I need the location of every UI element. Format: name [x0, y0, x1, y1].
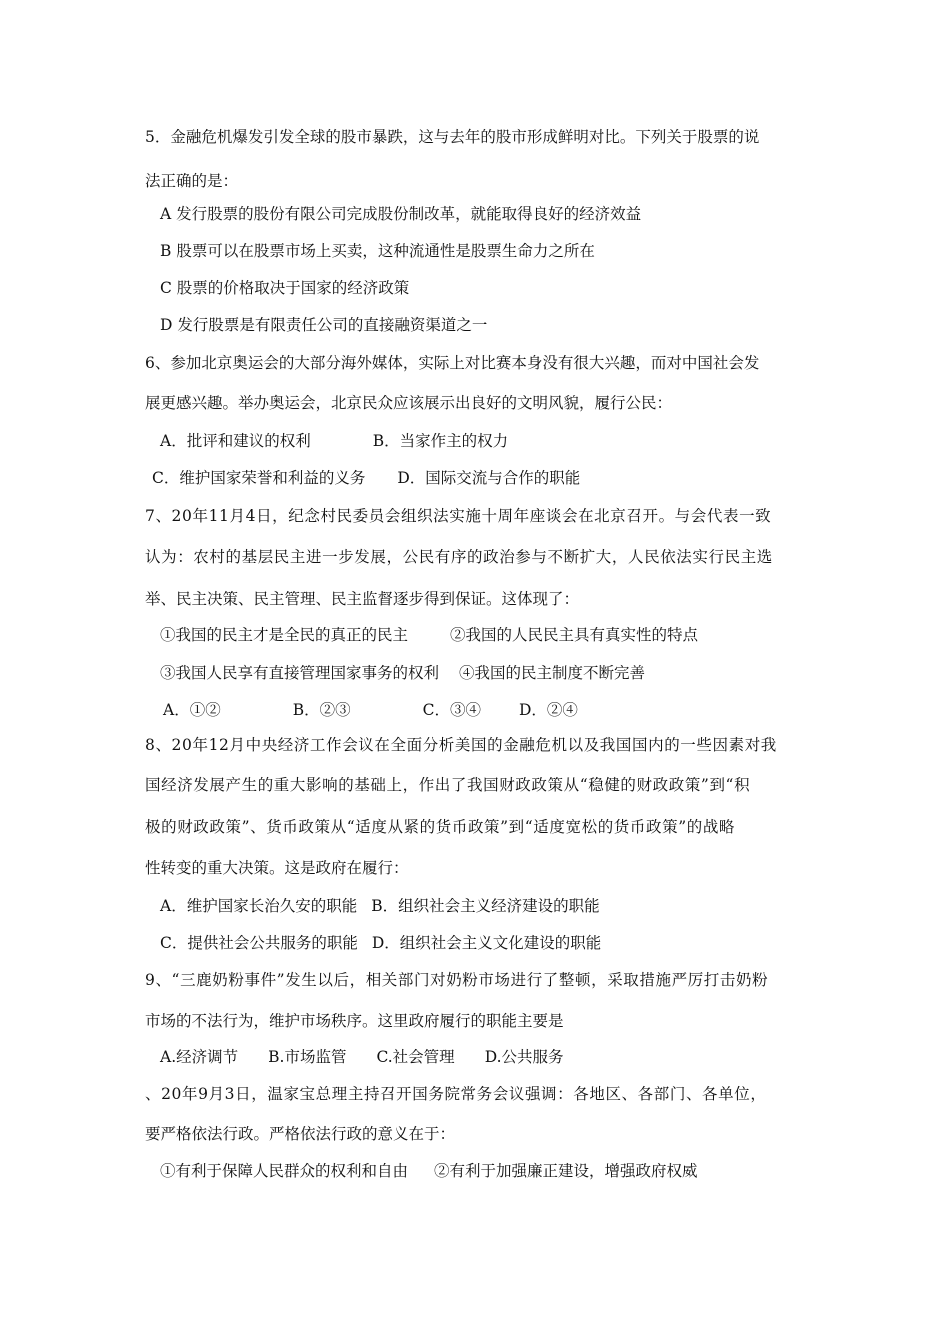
question-10-stem-line-2: 要严格依法行政。严格依法行政的意义在于：: [145, 1125, 456, 1143]
question-8-options-row-2: [0, 933, 950, 953]
question-9-option-c: C.社会管理: [376, 1048, 455, 1066]
question-7-statement-4: ④我国的民主制度不断完善: [459, 664, 646, 682]
question-10-statement-2: ②有利于加强廉正建设，增强政府权威: [434, 1162, 698, 1180]
question-5-option-c: C 股票的价格取决于国家的经济政策: [160, 279, 410, 297]
question-5-stem-line-2: 法正确的是：: [145, 172, 239, 190]
question-5-option-a: A 发行股票的股份有限公司完成股份制改革，就能取得良好的经济效益: [160, 205, 642, 223]
question-9-option-a: A.经济调节: [160, 1048, 239, 1066]
question-6-option-b: B．当家作主的权力: [372, 432, 509, 450]
question-7-statement-1: ①我国的民主才是全民的真正的民主: [160, 626, 409, 644]
question-6-stem-line-1: 6、参加北京奥运会的大部分海外媒体，实际上对比赛本身没有很大兴趣，而对中国社会发: [145, 354, 760, 372]
question-9-options-row: [0, 1047, 950, 1067]
question-5-option-d: D 发行股票是有限责任公司的直接融资渠道之一: [160, 316, 488, 334]
question-7-stem-line-2: 认为：农村的基层民主进一步发展，公民有序的政治参与不断扩大，人民依法实行民主选: [145, 548, 773, 566]
question-6-stem-line-2: 展更感兴趣。举办奥运会，北京民众应该展示出良好的文明风貌，履行公民：: [145, 394, 673, 412]
question-6-option-a: A．批评和建议的权利: [160, 432, 311, 450]
question-7-options-row: [0, 700, 950, 720]
question-8-option-a: A．维护国家长治久安的职能: [160, 897, 358, 915]
question-7-option-a: A．①②: [163, 701, 221, 719]
question-6-option-d: D．国际交流与合作的职能: [397, 469, 581, 487]
question-5-stem-line-1: 5．金融危机爆发引发全球的股市暴跌，这与去年的股市形成鲜明对比。下列关于股票的说: [145, 128, 760, 146]
question-10-stem-line-1: 、20年9月3日，温家宝总理主持召开国务院常务会议强调：各地区、各部门、各单位，: [145, 1085, 767, 1103]
question-10-statements-row-1: [0, 1161, 950, 1181]
question-7-stem-line-3: 举、民主决策、民主管理、民主监督逐步得到保证。这体现了：: [145, 590, 580, 608]
question-7-statement-3: ③我国人民享有直接管理国家事务的权利: [160, 664, 440, 682]
question-8-option-b: B．组织社会主义经济建设的职能: [371, 897, 600, 915]
question-6-options-row-1: [0, 431, 950, 451]
question-5-option-b: B 股票可以在股票市场上买卖，这种流通性是股票生命力之所在: [160, 242, 595, 260]
question-8-stem-line-3: 极的财政政策”、货币政策从“适度从紧的货币政策”到“适度宽松的货币政策”的战略: [145, 818, 736, 836]
question-6-option-c: C．维护国家荣誉和利益的义务: [152, 469, 366, 487]
question-10-statement-1: ①有利于保障人民群众的权利和自由: [160, 1162, 409, 1180]
question-7-stem-line-1: 7、20年11月4日，纪念村民委员会组织法实施十周年座谈会在北京召开。与会代表一致: [145, 507, 772, 525]
question-8-stem-line-4: 性转变的重大决策。这是政府在履行：: [145, 859, 409, 877]
question-8-stem-line-2: 国经济发展产生的重大影响的基础上，作出了我国财政政策从“稳健的财政政策”到“积: [145, 776, 751, 794]
question-9-option-d: D.公共服务: [484, 1048, 564, 1066]
question-8-stem-line-1: 8、20年12月中央经济工作会议在全面分析美国的金融危机以及我国国内的一些因素对我: [145, 736, 777, 754]
question-8-option-c: C．提供社会公共服务的职能: [160, 934, 358, 952]
question-9-option-b: B.市场监管: [268, 1048, 347, 1066]
question-9-stem-line-2: 市场的不法行为，维护市场秩序。这里政府履行的职能主要是: [145, 1012, 564, 1030]
question-7-statements-row-1: [0, 625, 950, 645]
question-8-option-d: D．组织社会主义文化建设的职能: [371, 934, 602, 952]
question-7-option-b: B．②③: [292, 701, 351, 719]
question-7-statement-2: ②我国的人民民主具有真实性的特点: [450, 626, 699, 644]
question-8-options-row-1: [0, 896, 950, 916]
question-7-statements-row-2: [0, 663, 950, 683]
question-9-stem-line-1: 9、“三鹿奶粉事件”发生以后，相关部门对奶粉市场进行了整顿，采取措施严厉打击奶粉: [145, 971, 769, 989]
question-7-option-d: D．②④: [518, 701, 578, 719]
question-7-option-c: C．③④: [422, 701, 481, 719]
question-6-options-row-2: [0, 468, 950, 488]
